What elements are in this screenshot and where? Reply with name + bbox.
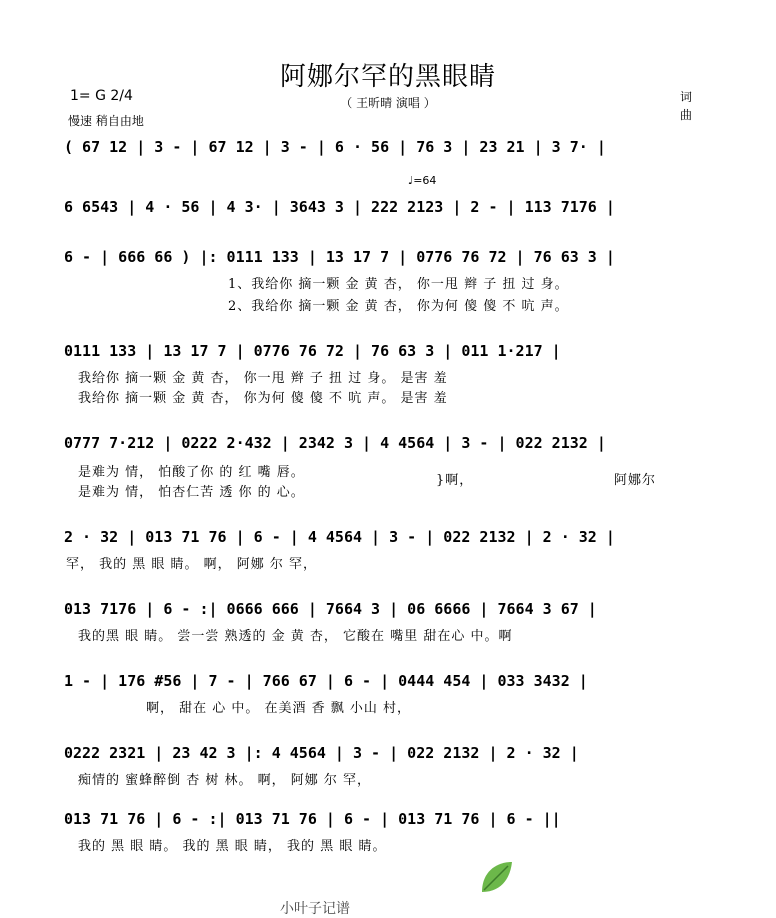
staff-line-3: 6 - | 666 66 ) |: 0111 133 | 13 17 7 | 0776 76 72 | 76 63 3 | — [64, 248, 615, 266]
lyric-line-4: 我给你 摘一颗 金 黄 杏， 你为何 傻 傻 不 吭 声。 是害 羞 — [78, 391, 448, 406]
key-signature: 1= G 2/4 — [70, 88, 133, 104]
staff-line-6: 2 · 32 | 013 71 76 | 6 - | 4 4564 | 3 - | 022 2132 | 2 · 32 | — [64, 528, 615, 546]
staff-line-1: ( 67 12 | 3 - | 67 12 | 3 - | 6 · 56 | 76 3 | 23 21 | 3 7· | — [64, 138, 606, 156]
lyric-brace-ah: }啊， — [436, 473, 474, 488]
staff-line-9: 0222 2321 | 23 42 3 |: 4 4564 | 3 - | 022 2132 | 2 · 32 | — [64, 744, 579, 762]
lyric-line-2: 2、我给你 摘一颗 金 黄 杏， 你为何 傻 傻 不 吭 声。 — [228, 299, 569, 314]
staff-line-2: 6 6543 | 4 · 56 | 4 3· | 3643 3 | 222 2123 | 2 - | 113 7176 | — [64, 198, 615, 216]
footer-credit: 小叶子记谱 — [280, 901, 350, 917]
page-title: 阿娜尔罕的黑眼睛 — [279, 62, 496, 92]
leaf-logo-icon — [476, 858, 516, 898]
lyric-line-1: 1、我给你 摘一颗 金 黄 杏， 你一甩 辫 子 扭 过 身。 — [228, 277, 569, 292]
lyricist-credit: 词 — [679, 90, 692, 104]
lyric-line-8: 我的黑 眼 睛。 尝一尝 熟透的 金 黄 杏， 它酸在 嘴里 甜在心 中。啊 — [78, 629, 513, 644]
staff-line-8: 1 - | 176 #56 | 7 - | 766 67 | 6 - | 0444 454 | 033 3432 | — [64, 672, 588, 690]
lyric-line-7: 罕， 我的 黑 眼 睛。 啊， 阿娜 尔 罕， — [66, 557, 318, 572]
lyric-line-6: 是难为 情， 怕杏仁苦 透 你 的 心。 — [78, 485, 305, 500]
performer-subtitle: （ 王昕晴 演唱 ） — [340, 96, 436, 110]
staff-line-7: 013 7176 | 6 - :| 0666 666 | 7664 3 | 06 6666 | 7664 3 67 | — [64, 600, 597, 618]
lyric-line-5: 是难为 情， 怕酸了你 的 红 嘴 唇。 — [78, 465, 305, 480]
tempo-marking: 慢速 稍自由地 — [68, 114, 144, 128]
lyric-line-10: 痴情的 蜜蜂醉倒 杏 树 林。 啊， 阿娜 尔 罕， — [78, 773, 372, 788]
staff-line-4: 0111 133 | 13 17 7 | 0776 76 72 | 76 63 3 | 011 1·217 | — [64, 342, 561, 360]
staff-line-5: 0777 7·212 | 0222 2·432 | 2342 3 | 4 4564 | 3 - | 022 2132 | — [64, 434, 606, 452]
composer-credit: 曲 — [679, 108, 692, 122]
metronome-mark: ♩=64 — [408, 174, 437, 187]
staff-line-10: 013 71 76 | 6 - :| 013 71 76 | 6 - | 013 71 76 | 6 - || — [64, 810, 561, 828]
lyric-line-9: 啊， 甜在 心 中。 在美酒 香 飘 小山 村， — [146, 701, 412, 716]
lyric-line-11: 我的 黑 眼 睛。 我的 黑 眼 睛， 我的 黑 眼 睛。 — [78, 839, 387, 854]
lyric-ananer: 阿娜尔 — [614, 473, 657, 488]
lyric-line-3: 我给你 摘一颗 金 黄 杏， 你一甩 辫 子 扭 过 身。 是害 羞 — [78, 371, 448, 386]
